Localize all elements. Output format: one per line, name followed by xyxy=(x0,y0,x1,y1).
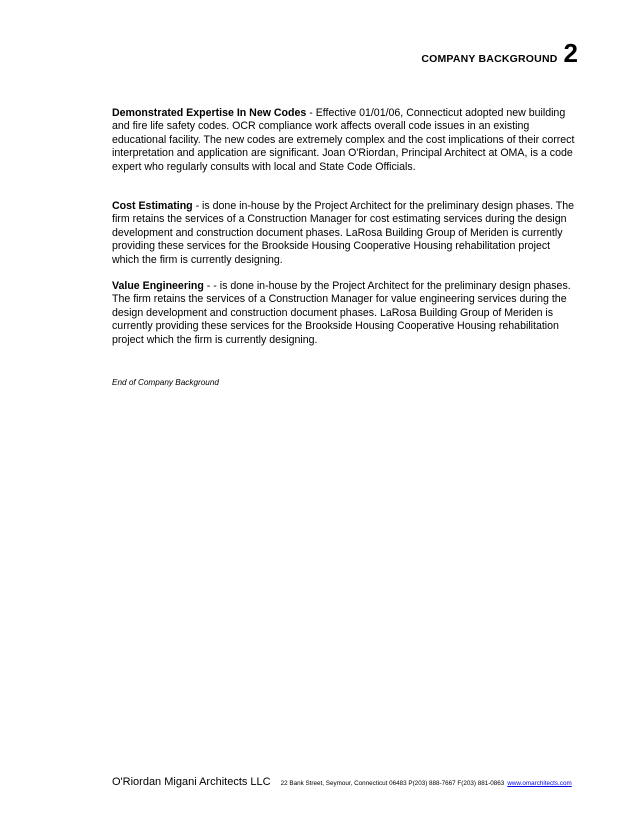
page-footer xyxy=(112,776,592,788)
paragraph-heading: Demonstrated Expertise In New Codes xyxy=(112,107,307,119)
page-header xyxy=(421,40,578,66)
paragraph-body: - is done in-house by the Project Architect for the preliminary design phases. The firm retains the services of a Construction Manager for cost estimating services during the design development and construction document phases. LaRosa Building Group of Meriden is currently providing these services for the Brookside Housing Cooperative Housing rehabilitation project which the firm is currently designing. xyxy=(112,200,575,266)
section-title: COMPANY BACKGROUND xyxy=(421,53,558,65)
paragraph-body: - - is done in-house by the Project Architect for the preliminary design phases. The firm retains the services of a Construction Manager for value engineering services during the design development and construction document phases. LaRosa Building Group of Meriden is currently providing these services for the Brookside Housing Cooperative Housing rehabilitation project which the firm is currently designing. xyxy=(112,280,571,346)
paragraph-code-expertise xyxy=(112,107,580,174)
footer-address: 22 Bank Street, Seymour, Connecticut 06483 P(203) 888-7667 F(203) 881-0863 xyxy=(280,780,505,787)
end-note: End of Company Background xyxy=(112,378,219,388)
footer-website-link[interactable]: www.omarchitects.com xyxy=(507,780,572,787)
paragraph-body: - Effective 01/01/06, Connecticut adopted new building and fire life safety codes. OCR compliance work affects overall code issues in an existing educational facility. The new codes are extremely complex and the cost implications of their correct interpretation and application are significant. Joan O'Riordan, Principal Architect at OMA, is a code expert who regularly consults with local and State Code Officials. xyxy=(112,107,575,173)
page-content xyxy=(112,107,580,390)
paragraph-cost-estimating xyxy=(112,200,580,267)
paragraph-heading: Cost Estimating xyxy=(112,200,193,213)
footer-company-name: O'Riordan Migani Architects LLC xyxy=(112,776,271,788)
section-number: 2 xyxy=(563,38,578,68)
paragraph-heading: Value Engineering xyxy=(112,280,204,293)
paragraph-value-engineering xyxy=(112,280,580,347)
